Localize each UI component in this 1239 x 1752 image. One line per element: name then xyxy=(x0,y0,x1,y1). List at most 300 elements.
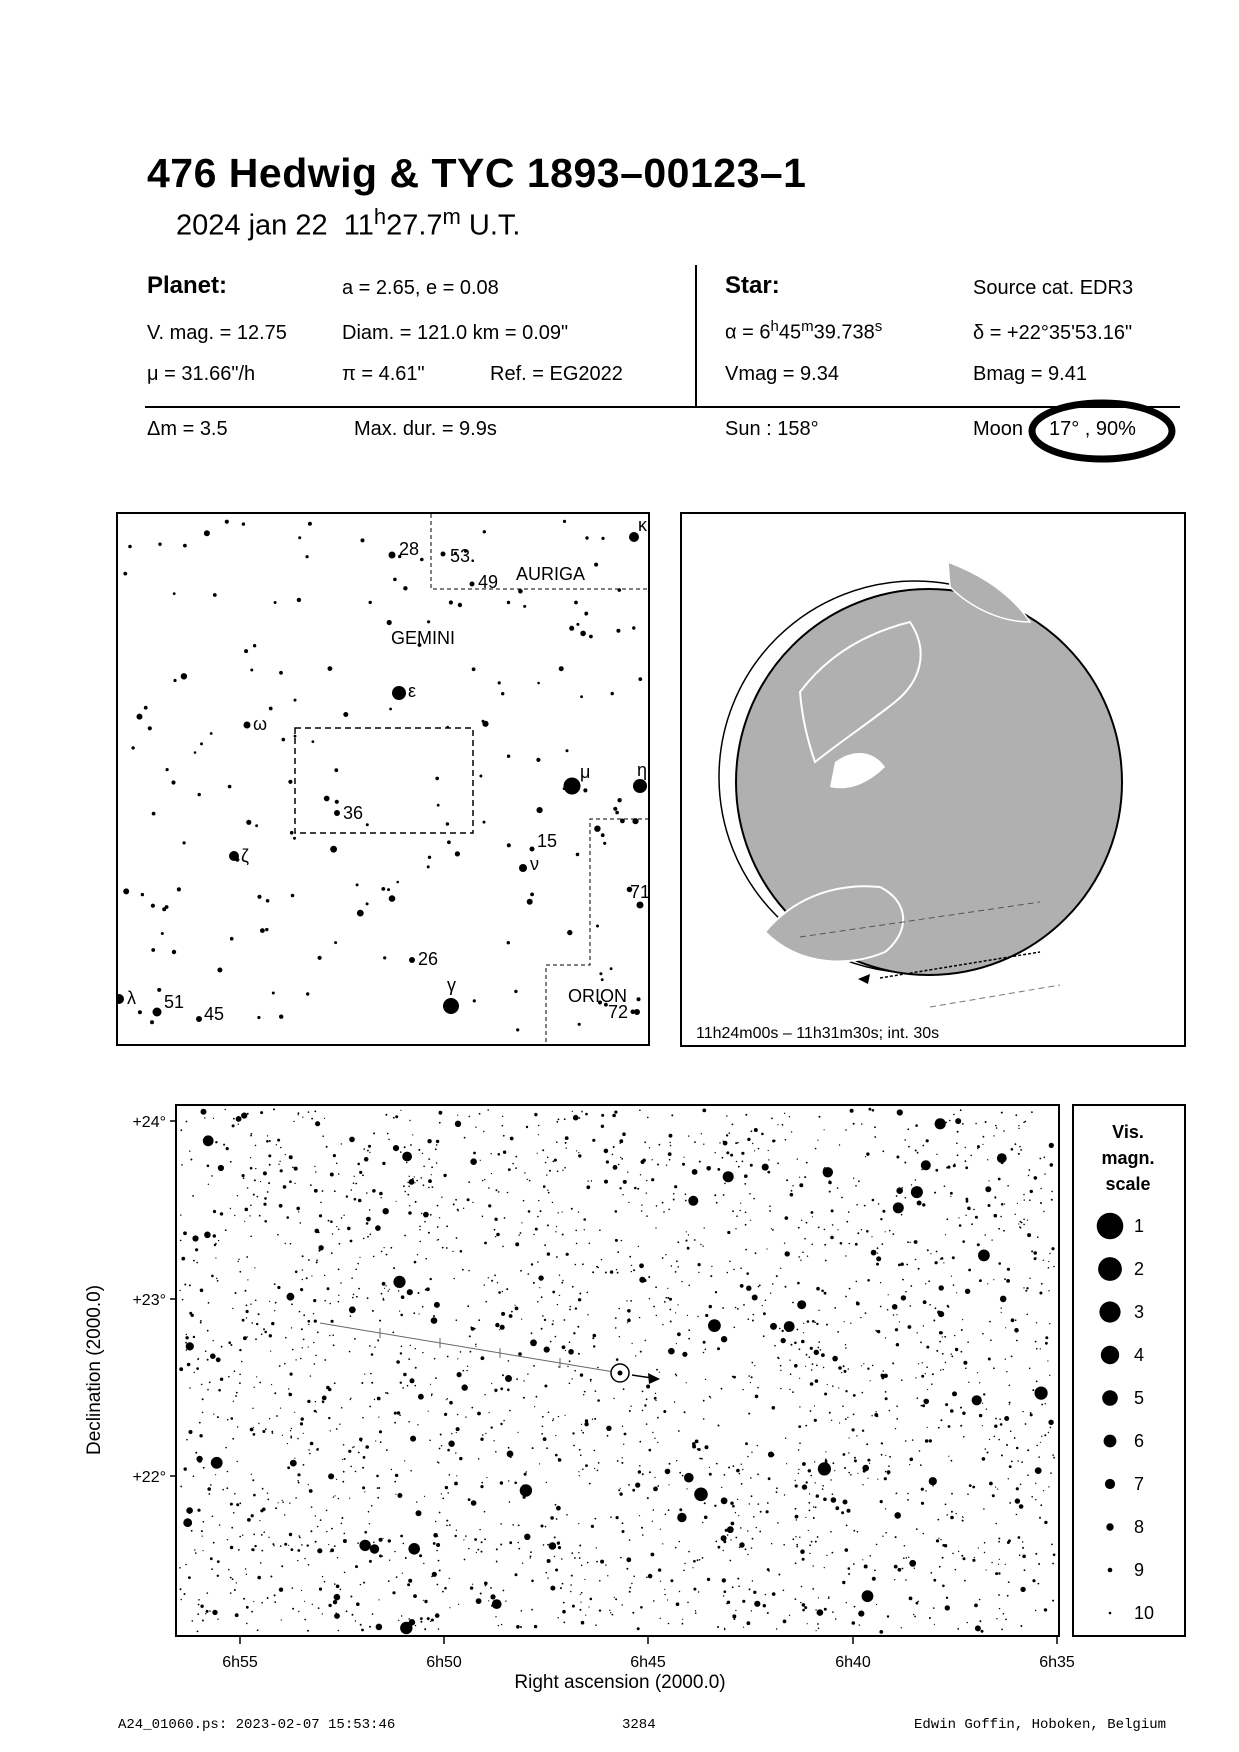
chart-field-star xyxy=(1030,1190,1033,1193)
chart-field-star xyxy=(447,1492,449,1494)
chart-field-star xyxy=(742,1600,745,1603)
finder-label-15: 15 xyxy=(537,831,558,851)
chart-field-star xyxy=(253,1601,254,1602)
chart-field-star xyxy=(409,1619,416,1626)
chart-field-star xyxy=(730,1154,733,1157)
chart-field-star xyxy=(593,1334,597,1338)
chart-field-star xyxy=(631,1271,632,1272)
chart-field-star xyxy=(400,1110,401,1111)
chart-field-star xyxy=(186,1334,187,1335)
chart-field-star xyxy=(717,1168,720,1171)
chart-field-star xyxy=(944,1185,946,1187)
chart-field-star xyxy=(957,1131,959,1133)
chart-field-star xyxy=(982,1457,986,1461)
chart-field-star xyxy=(307,1544,309,1546)
chart-field-star xyxy=(856,1281,858,1283)
chart-field-star xyxy=(599,1580,601,1582)
chart-field-star xyxy=(684,1411,686,1413)
chart-field-star xyxy=(759,1531,761,1533)
finder-field-star xyxy=(290,831,294,835)
chart-field-star xyxy=(292,1167,294,1169)
chart-field-star xyxy=(776,1491,778,1493)
chart-field-star xyxy=(792,1302,794,1304)
chart-field-star xyxy=(380,1441,382,1443)
chart-field-star xyxy=(343,1471,345,1473)
chart-field-star xyxy=(626,1568,628,1570)
chart-field-star xyxy=(402,1387,404,1389)
chart-field-star xyxy=(301,1544,303,1546)
chart-field-star xyxy=(617,1272,619,1274)
chart-field-star xyxy=(710,1397,711,1398)
chart-field-star xyxy=(813,1506,814,1507)
chart-field-star xyxy=(909,1597,913,1601)
chart-field-star xyxy=(885,1337,886,1338)
chart-field-star xyxy=(277,1286,280,1289)
chart-field-star xyxy=(745,1442,748,1445)
chart-field-star xyxy=(920,1464,922,1466)
chart-field-star xyxy=(374,1347,375,1348)
chart-field-star xyxy=(629,1591,631,1593)
chart-field-star xyxy=(930,1253,931,1254)
chart-field-star xyxy=(518,1542,520,1544)
chart-field-star xyxy=(831,1497,837,1503)
chart-field-star xyxy=(1026,1314,1028,1316)
chart-field-star xyxy=(721,1497,728,1504)
finder-field-star xyxy=(387,888,390,891)
chart-field-star xyxy=(771,1228,772,1229)
event-datetime: 2024 jan 22 11$^h$27.7$^m$ U.T. xyxy=(176,204,521,242)
chart-field-star xyxy=(629,1256,631,1258)
finder-field-star xyxy=(265,928,268,931)
chart-field-star xyxy=(251,1514,254,1517)
chart-field-star xyxy=(624,1433,627,1436)
chart-field-star xyxy=(872,1577,876,1581)
y-tick-24: +24° xyxy=(132,1114,166,1131)
chart-field-star xyxy=(241,1113,247,1119)
chart-field-star xyxy=(466,1370,467,1371)
chart-field-star xyxy=(255,1338,257,1340)
chart-field-star xyxy=(1001,1629,1003,1631)
chart-field-star xyxy=(316,1448,319,1451)
chart-field-star xyxy=(938,1538,939,1539)
chart-field-star xyxy=(768,1477,771,1480)
chart-field-star xyxy=(578,1154,581,1157)
chart-field-star xyxy=(639,1277,645,1283)
chart-field-star xyxy=(842,1581,845,1584)
chart-field-star xyxy=(896,1314,897,1315)
chart-field-star xyxy=(347,1227,351,1231)
chart-field-star xyxy=(800,1602,801,1603)
chart-field-star xyxy=(790,1373,792,1375)
chart-field-star xyxy=(302,1279,303,1280)
chart-field-star xyxy=(378,1487,380,1489)
star-49 xyxy=(470,582,475,587)
chart-field-star xyxy=(502,1116,503,1117)
chart-field-star xyxy=(733,1269,735,1271)
chart-field-star xyxy=(862,1430,864,1432)
chart-field-star xyxy=(809,1493,810,1494)
chart-field-star xyxy=(590,1379,592,1381)
chart-field-star xyxy=(682,1352,687,1357)
chart-field-star xyxy=(508,1447,510,1449)
chart-field-star xyxy=(642,1534,644,1536)
scale-dot-mag-3 xyxy=(1099,1301,1120,1322)
chart-field-star xyxy=(1014,1328,1019,1333)
chart-field-star xyxy=(538,1275,543,1280)
chart-field-star xyxy=(950,1192,953,1195)
chart-field-star xyxy=(353,1294,355,1296)
chart-field-star xyxy=(752,1320,754,1322)
chart-field-star xyxy=(341,1217,343,1219)
chart-field-star xyxy=(182,1299,184,1301)
chart-field-star xyxy=(477,1412,481,1416)
chart-field-star xyxy=(401,1615,402,1616)
chart-field-star xyxy=(747,1456,748,1457)
chart-field-star xyxy=(1052,1600,1054,1602)
chart-field-star xyxy=(802,1484,807,1489)
chart-field-star xyxy=(264,1331,267,1334)
chart-field-star xyxy=(213,1542,215,1544)
chart-field-star xyxy=(656,1369,658,1371)
chart-field-star xyxy=(294,1183,295,1184)
chart-field-star xyxy=(942,1336,943,1337)
chart-field-star xyxy=(482,1180,483,1181)
chart-field-star xyxy=(958,1217,959,1218)
chart-field-star xyxy=(735,1307,737,1309)
chart-field-star xyxy=(840,1242,843,1245)
chart-field-star xyxy=(555,1435,556,1436)
chart-field-star xyxy=(236,1503,239,1506)
chart-field-star xyxy=(385,1392,387,1394)
chart-field-star xyxy=(225,1229,227,1231)
chart-field-star xyxy=(370,1234,372,1236)
chart-field-star xyxy=(292,1587,294,1589)
chart-field-star xyxy=(693,1588,696,1591)
chart-field-star xyxy=(1022,1541,1023,1542)
chart-field-star xyxy=(520,1270,522,1272)
chart-field-star xyxy=(667,1297,669,1299)
chart-field-star xyxy=(999,1418,1001,1420)
chart-field-star xyxy=(862,1559,863,1560)
chart-field-star xyxy=(902,1568,904,1570)
chart-field-star xyxy=(750,1477,752,1479)
chart-field-star xyxy=(332,1233,333,1234)
chart-field-star xyxy=(441,1445,442,1446)
chart-field-star xyxy=(491,1153,492,1154)
finder-field-star xyxy=(158,543,161,546)
chart-field-star xyxy=(388,1539,391,1542)
chart-field-star xyxy=(279,1204,283,1208)
chart-field-star xyxy=(484,1511,486,1513)
chart-field-star xyxy=(717,1347,720,1350)
chart-field-star xyxy=(423,1563,424,1564)
chart-field-star xyxy=(314,1189,318,1193)
chart-field-star xyxy=(442,1591,444,1593)
chart-field-star xyxy=(515,1167,517,1169)
chart-field-star xyxy=(300,1358,302,1360)
star-bmag: Bmag = 9.41 xyxy=(973,363,1087,385)
chart-field-star xyxy=(362,1417,364,1419)
star-ra-h: h xyxy=(770,318,779,335)
chart-field-star xyxy=(940,1419,942,1421)
chart-field-star xyxy=(777,1124,778,1125)
chart-field-star xyxy=(998,1439,1000,1441)
chart-field-star xyxy=(475,1346,476,1347)
finder-field-star xyxy=(507,941,510,944)
chart-field-star xyxy=(385,1285,386,1286)
magnitude-drop: Δm = 3.5 xyxy=(147,418,228,440)
chart-field-star xyxy=(311,1275,312,1276)
chart-field-star xyxy=(885,1391,887,1393)
finder-field-star xyxy=(447,840,451,844)
chart-field-star xyxy=(531,1609,533,1611)
chart-field-star xyxy=(589,1243,591,1245)
chart-field-star xyxy=(487,1109,489,1111)
chart-field-star xyxy=(1001,1308,1002,1309)
chart-field-star xyxy=(623,1444,624,1445)
chart-field-star xyxy=(959,1224,962,1227)
chart-field-star xyxy=(968,1382,969,1383)
chart-field-star xyxy=(363,1456,366,1459)
chart-field-star xyxy=(1031,1496,1033,1498)
chart-field-star xyxy=(908,1325,912,1329)
chart-field-star xyxy=(943,1262,944,1263)
chart-field-star xyxy=(400,1535,403,1538)
chart-field-star xyxy=(633,1269,635,1271)
chart-field-star xyxy=(472,1584,473,1585)
chart-field-star xyxy=(290,1435,292,1437)
footer-file: A24_01060.ps: 2023-02-07 15:53:46 xyxy=(118,1717,396,1733)
chart-field-star xyxy=(199,1422,201,1424)
chart-field-star xyxy=(751,1376,753,1378)
chart-field-star xyxy=(247,1187,249,1189)
chart-field-star xyxy=(349,1498,350,1499)
chart-field-star xyxy=(850,1323,851,1324)
chart-field-star xyxy=(893,1202,904,1213)
chart-field-star xyxy=(558,1212,559,1213)
chart-field-star xyxy=(534,1625,537,1628)
finder-field-star xyxy=(200,742,203,745)
chart-field-star xyxy=(895,1428,896,1429)
chart-field-star xyxy=(562,1345,566,1349)
chart-field-star xyxy=(942,1557,944,1559)
chart-field-star xyxy=(675,1271,677,1273)
chart-field-star xyxy=(424,1628,426,1630)
chart-field-star xyxy=(669,1309,671,1311)
chart-field-star xyxy=(639,1465,641,1467)
finder-label-nu: ν xyxy=(530,854,539,874)
chart-field-star xyxy=(910,1305,912,1307)
chart-field-star xyxy=(575,1264,577,1266)
chart-field-star xyxy=(369,1345,371,1347)
chart-field-star xyxy=(572,1111,573,1112)
chart-field-star xyxy=(441,1493,442,1494)
chart-field-star xyxy=(754,1365,755,1366)
chart-field-star xyxy=(407,1385,409,1387)
chart-field-star xyxy=(960,1109,962,1111)
chart-field-star xyxy=(572,1605,575,1608)
chart-field-star xyxy=(239,1502,241,1504)
chart-field-star xyxy=(914,1568,915,1569)
chart-field-star xyxy=(541,1433,543,1435)
chart-field-star xyxy=(798,1473,799,1474)
chart-field-star xyxy=(762,1305,763,1306)
chart-field-star xyxy=(1028,1169,1030,1171)
chart-field-star xyxy=(547,1252,550,1255)
chart-field-star xyxy=(435,1148,437,1150)
chart-field-star xyxy=(263,1203,266,1206)
chart-field-star xyxy=(488,1600,489,1601)
chart-field-star xyxy=(459,1457,462,1460)
chart-field-star xyxy=(753,1516,755,1518)
chart-field-star xyxy=(545,1572,547,1574)
chart-field-star xyxy=(621,1240,623,1242)
chart-field-star xyxy=(723,1595,724,1596)
chart-field-star xyxy=(729,1560,731,1562)
chart-field-star xyxy=(233,1512,235,1514)
chart-field-star xyxy=(1051,1544,1053,1546)
chart-field-star xyxy=(896,1195,898,1197)
chart-field-star xyxy=(723,1194,725,1196)
chart-field-star xyxy=(407,1583,410,1586)
finder-field-star xyxy=(152,812,156,816)
chart-field-star xyxy=(590,1598,593,1601)
chart-field-star xyxy=(914,1240,918,1244)
chart-field-star xyxy=(432,1186,434,1188)
chart-field-star xyxy=(965,1215,966,1216)
chart-field-star xyxy=(329,1335,330,1336)
chart-field-star xyxy=(646,1577,648,1579)
chart-field-star xyxy=(879,1630,883,1634)
chart-field-star xyxy=(921,1169,922,1170)
chart-field-star xyxy=(1030,1412,1032,1414)
chart-field-star xyxy=(989,1321,991,1323)
chart-field-star xyxy=(407,1289,413,1295)
chart-field-star xyxy=(569,1383,571,1385)
chart-field-star xyxy=(205,1613,206,1614)
chart-field-star xyxy=(862,1590,874,1602)
chart-field-star xyxy=(829,1180,831,1182)
chart-field-star xyxy=(772,1140,775,1143)
chart-field-star xyxy=(397,1493,402,1498)
chart-field-star xyxy=(567,1366,568,1367)
chart-field-star xyxy=(674,1401,675,1402)
chart-field-star xyxy=(236,1116,242,1122)
planet-reference: Ref. = EG2022 xyxy=(490,363,623,385)
chart-field-star xyxy=(692,1567,693,1568)
chart-field-star xyxy=(368,1511,370,1513)
chart-field-star xyxy=(186,1349,188,1351)
chart-field-star xyxy=(750,1382,751,1383)
chart-field-star xyxy=(184,1467,187,1470)
chart-field-star xyxy=(200,1320,202,1322)
chart-field-star xyxy=(358,1452,360,1454)
finder-field-star xyxy=(473,999,476,1002)
chart-field-star xyxy=(679,1591,680,1592)
chart-field-star xyxy=(528,1490,530,1492)
chart-field-star xyxy=(564,1319,566,1321)
chart-field-star xyxy=(1040,1188,1041,1189)
chart-field-star xyxy=(809,1510,811,1512)
chart-field-star xyxy=(268,1182,270,1184)
chart-field-star xyxy=(885,1508,886,1509)
chart-field-star xyxy=(694,1488,708,1502)
chart-field-star xyxy=(559,1275,560,1276)
chart-field-star xyxy=(824,1567,825,1568)
chart-field-star xyxy=(485,1301,487,1303)
chart-field-star xyxy=(530,1339,537,1346)
chart-field-star xyxy=(705,1314,708,1317)
chart-field-star xyxy=(357,1263,359,1265)
chart-field-star xyxy=(881,1243,883,1245)
chart-field-star xyxy=(843,1453,846,1456)
chart-field-star xyxy=(230,1344,232,1346)
chart-field-star xyxy=(579,1117,581,1119)
chart-field-star xyxy=(528,1273,530,1275)
chart-field-star xyxy=(726,1134,728,1136)
chart-field-star xyxy=(651,1553,655,1557)
chart-field-star xyxy=(582,1469,584,1471)
constellation-orion: ORION xyxy=(568,986,628,1006)
sun-elongation: Sun : 158° xyxy=(725,418,819,440)
chart-field-star xyxy=(877,1479,878,1480)
chart-field-star xyxy=(659,1144,661,1146)
chart-field-star xyxy=(780,1365,782,1367)
x-tick-6h55: 6h55 xyxy=(222,1654,258,1671)
chart-field-star xyxy=(798,1256,800,1258)
chart-field-star xyxy=(769,1205,771,1207)
chart-field-star xyxy=(1029,1199,1031,1201)
chart-field-star xyxy=(410,1378,415,1383)
chart-field-star xyxy=(1017,1203,1018,1204)
chart-field-star xyxy=(992,1494,995,1497)
chart-field-star xyxy=(191,1530,193,1532)
chart-field-star xyxy=(732,1210,734,1212)
chart-field-star xyxy=(826,1555,827,1556)
chart-field-star xyxy=(799,1442,801,1444)
scale-dot-mag-6 xyxy=(1104,1435,1117,1448)
chart-field-star xyxy=(929,1617,931,1619)
chart-field-star xyxy=(961,1555,963,1557)
chart-field-star xyxy=(758,1503,760,1505)
chart-field-star xyxy=(271,1322,274,1325)
chart-field-star xyxy=(315,1541,317,1543)
chart-field-star xyxy=(1011,1461,1013,1463)
finder-field-star xyxy=(507,755,510,758)
chart-field-star xyxy=(502,1374,504,1376)
chart-field-star xyxy=(542,1426,544,1428)
chart-field-star xyxy=(279,1365,281,1367)
finder-field-star xyxy=(291,894,295,898)
chart-field-star xyxy=(200,1605,203,1608)
chart-field-star xyxy=(203,1521,205,1523)
chart-field-star xyxy=(429,1440,431,1442)
chart-field-star xyxy=(227,1471,229,1473)
chart-field-star xyxy=(571,1208,573,1210)
chart-field-star xyxy=(476,1552,477,1553)
finder-field-star xyxy=(523,605,526,608)
chart-field-star xyxy=(260,1181,261,1182)
chart-field-star xyxy=(382,1556,383,1557)
chart-field-star xyxy=(448,1441,454,1447)
chart-field-star xyxy=(717,1626,719,1628)
chart-field-star xyxy=(258,1423,259,1424)
chart-field-star xyxy=(892,1362,894,1364)
chart-field-star xyxy=(654,1397,657,1400)
chart-field-star xyxy=(484,1394,485,1395)
finder-field-star xyxy=(389,708,392,711)
finder-field-star xyxy=(328,666,333,671)
